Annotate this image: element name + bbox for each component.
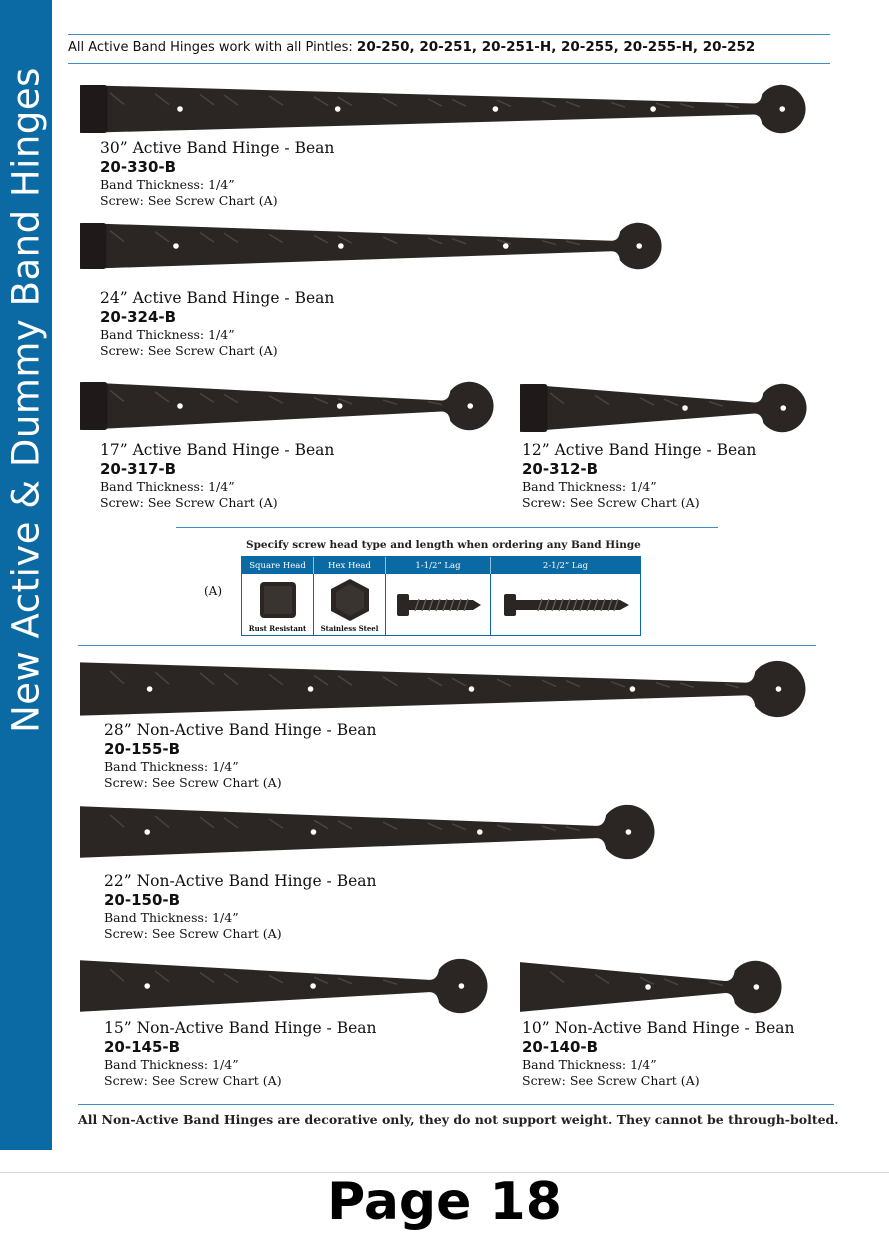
hinge-screw: Screw: See Screw Chart (A) bbox=[100, 495, 278, 510]
hinge-caption bbox=[100, 288, 334, 359]
hinge-image-30-active bbox=[80, 84, 806, 134]
screw-hole bbox=[144, 983, 150, 989]
screw-col-hex-head: Hex Head bbox=[314, 557, 386, 574]
hinge-title: 30” Active Band Hinge - Bean bbox=[100, 139, 335, 157]
lag-screw-short-icon bbox=[395, 590, 481, 620]
hinge-screw: Screw: See Screw Chart (A) bbox=[104, 775, 282, 790]
hinge-title: 17” Active Band Hinge - Bean bbox=[100, 441, 335, 459]
screw-chart-heading: Specify screw head type and length when ordering any Band Hinge bbox=[246, 539, 641, 551]
hex-head-screw-icon bbox=[327, 577, 373, 623]
screw-hole bbox=[335, 106, 341, 112]
screw-hole bbox=[308, 686, 314, 692]
pintle-note-lead: All Active Band Hinges work with all Pintles: bbox=[68, 40, 357, 55]
band-hinge-icon bbox=[80, 660, 806, 718]
footnote: All Non-Active Band Hinges are decorative only, they do not support weight. They cannot be through-bolted. bbox=[78, 1112, 839, 1127]
hinge-image-28-non-active bbox=[80, 660, 806, 718]
hinge-strap bbox=[80, 661, 805, 717]
screw-hole bbox=[645, 984, 651, 990]
hinge-knuckle bbox=[80, 85, 108, 133]
hinge-thickness: Band Thickness: 1/4” bbox=[522, 479, 657, 494]
divider bbox=[176, 527, 718, 528]
hinge-title: 10” Non-Active Band Hinge - Bean bbox=[522, 1019, 795, 1037]
screw-hole bbox=[173, 243, 179, 249]
square-head-screw-icon bbox=[256, 578, 300, 622]
terminal-hole bbox=[754, 984, 760, 990]
stainless-steel-label: Stainless Steel bbox=[320, 624, 379, 633]
square-head-cell bbox=[242, 574, 314, 635]
screw-hole bbox=[477, 829, 483, 835]
hinge-sku: 20-140-B bbox=[522, 1038, 599, 1056]
band-hinge-icon bbox=[80, 958, 488, 1014]
screw-hole bbox=[338, 243, 344, 249]
terminal-hole bbox=[467, 403, 473, 409]
hinge-image-10-non-active bbox=[520, 960, 782, 1014]
screw-col-lag-short: 1-1/2” Lag bbox=[386, 557, 491, 574]
hinge-caption bbox=[100, 440, 334, 511]
lag-long-cell bbox=[491, 574, 640, 635]
hinge-image-24-active bbox=[80, 222, 662, 270]
terminal-hole bbox=[626, 829, 632, 835]
screw-hole bbox=[650, 106, 656, 112]
band-hinge-icon bbox=[520, 383, 807, 433]
screw-hole bbox=[144, 829, 150, 835]
hinge-title: 15” Non-Active Band Hinge - Bean bbox=[104, 1019, 377, 1037]
hinge-title: 22” Non-Active Band Hinge - Bean bbox=[104, 872, 377, 890]
hinge-thickness: Band Thickness: 1/4” bbox=[104, 910, 239, 925]
hex-head-cell bbox=[314, 574, 386, 635]
hinge-title: 28” Non-Active Band Hinge - Bean bbox=[104, 721, 377, 739]
terminal-hole bbox=[636, 243, 642, 249]
hinge-caption bbox=[104, 720, 377, 791]
screw-chart bbox=[241, 556, 641, 636]
divider bbox=[78, 1104, 834, 1105]
screw-hole bbox=[630, 686, 636, 692]
hinge-sku: 20-312-B bbox=[522, 460, 599, 478]
lag-short-cell bbox=[386, 574, 491, 635]
screw-col-lag-long: 2-1/2” Lag bbox=[542, 560, 589, 571]
hinge-strap bbox=[80, 382, 494, 431]
hinge-caption bbox=[522, 1018, 795, 1089]
screw-hole bbox=[469, 686, 475, 692]
hinge-thickness: Band Thickness: 1/4” bbox=[522, 1057, 657, 1072]
band-hinge-icon bbox=[80, 381, 494, 431]
hinge-image-12-active bbox=[520, 383, 807, 433]
sidebar-title: New Active & Dummy Band Hinges bbox=[4, 67, 48, 733]
hinge-strap bbox=[80, 805, 655, 859]
hinge-caption bbox=[522, 440, 756, 511]
hinge-image-17-active bbox=[80, 381, 494, 431]
rust-resistant-label: Rust Resistant bbox=[248, 624, 307, 633]
terminal-hole bbox=[780, 405, 786, 411]
pintle-models: 20-250, 20-251, 20-251-H, 20-255, 20-255-H, 20-252 bbox=[356, 39, 756, 55]
hinge-caption bbox=[104, 871, 377, 942]
hinge-screw: Screw: See Screw Chart (A) bbox=[100, 193, 278, 208]
hinge-caption bbox=[104, 1018, 377, 1089]
band-hinge-icon bbox=[80, 222, 662, 270]
hinge-caption bbox=[100, 138, 334, 209]
hinge-knuckle bbox=[520, 384, 548, 432]
hinge-image-15-non-active bbox=[80, 958, 488, 1014]
terminal-hole bbox=[459, 983, 465, 989]
divider bbox=[68, 34, 830, 35]
hinge-sku: 20-145-B bbox=[104, 1038, 181, 1056]
hinge-screw: Screw: See Screw Chart (A) bbox=[522, 1073, 700, 1088]
hinge-sku: 20-155-B bbox=[104, 740, 181, 758]
band-hinge-icon bbox=[80, 804, 655, 860]
hinge-title: 12” Active Band Hinge - Bean bbox=[522, 441, 757, 459]
screw-col-square-head: Square Head bbox=[242, 557, 314, 574]
hinge-thickness: Band Thickness: 1/4” bbox=[100, 177, 235, 192]
screw-hole bbox=[682, 405, 688, 411]
hinge-knuckle bbox=[80, 382, 108, 430]
hinge-screw: Screw: See Screw Chart (A) bbox=[100, 343, 278, 358]
hinge-title: 24” Active Band Hinge - Bean bbox=[100, 289, 335, 307]
hinge-screw: Screw: See Screw Chart (A) bbox=[104, 1073, 282, 1088]
hinge-sku: 20-150-B bbox=[104, 891, 181, 909]
band-hinge-icon bbox=[80, 84, 806, 134]
screw-hole bbox=[147, 686, 153, 692]
hinge-strap bbox=[520, 384, 807, 433]
hinge-strap bbox=[80, 959, 488, 1013]
hinge-strap bbox=[80, 223, 662, 270]
page-number: Page 18 bbox=[327, 1172, 562, 1232]
hinge-sku: 20-317-B bbox=[100, 460, 177, 478]
screw-hole bbox=[503, 243, 509, 249]
hinge-strap bbox=[80, 85, 806, 134]
screw-hole bbox=[310, 983, 316, 989]
screw-hole bbox=[311, 829, 317, 835]
hinge-knuckle bbox=[80, 223, 106, 269]
hinge-thickness: Band Thickness: 1/4” bbox=[100, 327, 235, 342]
hinge-screw: Screw: See Screw Chart (A) bbox=[104, 926, 282, 941]
hinge-thickness: Band Thickness: 1/4” bbox=[104, 759, 239, 774]
screw-chart-ref: (A) bbox=[204, 584, 223, 598]
hinge-screw: Screw: See Screw Chart (A) bbox=[522, 495, 700, 510]
hinge-thickness: Band Thickness: 1/4” bbox=[100, 479, 235, 494]
screw-hole bbox=[177, 106, 183, 112]
hinge-image-22-non-active bbox=[80, 804, 655, 860]
hinge-thickness: Band Thickness: 1/4” bbox=[104, 1057, 239, 1072]
divider bbox=[78, 645, 816, 646]
screw-chart-header bbox=[242, 557, 640, 574]
screw-hole bbox=[493, 106, 499, 112]
screw-hole bbox=[177, 403, 183, 409]
hinge-sku: 20-324-B bbox=[100, 308, 177, 326]
pintle-note bbox=[68, 39, 755, 55]
band-hinge-icon bbox=[520, 960, 782, 1014]
terminal-hole bbox=[776, 686, 782, 692]
lag-screw-long-icon bbox=[502, 590, 630, 620]
hinge-sku: 20-330-B bbox=[100, 158, 177, 176]
sidebar-band bbox=[0, 0, 52, 1150]
screw-hole bbox=[337, 403, 343, 409]
divider bbox=[68, 63, 830, 64]
terminal-hole bbox=[779, 106, 785, 112]
